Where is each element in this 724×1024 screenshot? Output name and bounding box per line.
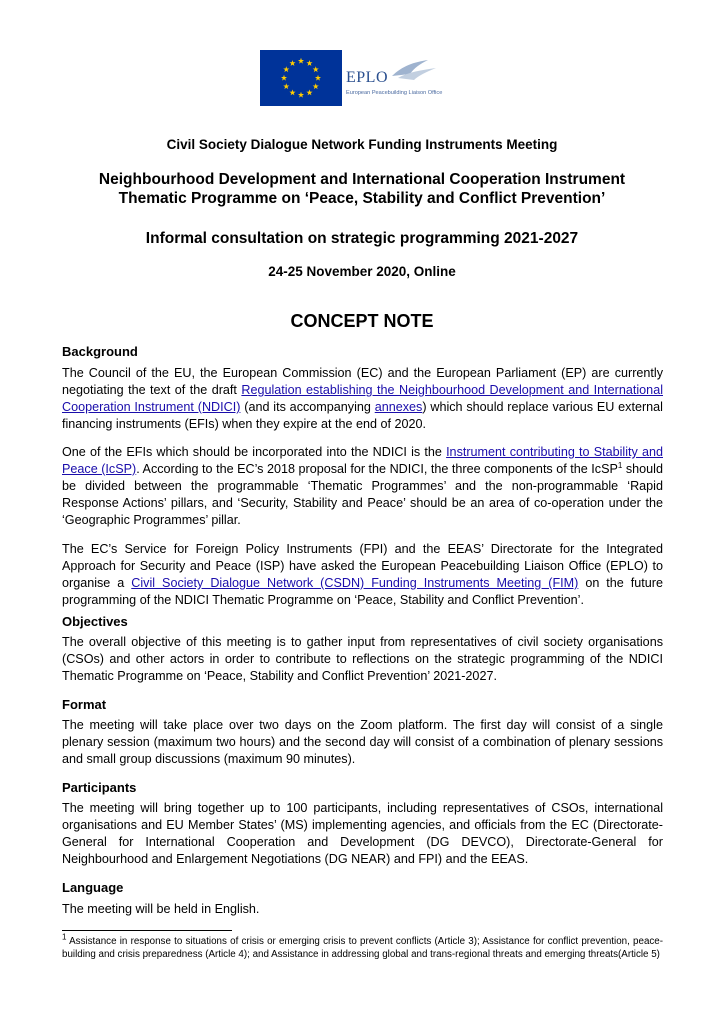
footnote-ref[interactable]: 1 (617, 460, 623, 470)
text-span: should be divided between the programmable ‘Thematic Programmes’ and the non-programmable ‘Rapid Response Actions’ pillars, and ‘Security, Stability and Peace’ should be an area of co-operation under the ‘Geographic Programmes’ pillar. (62, 462, 663, 527)
eplo-wordmark: EPLO (346, 69, 388, 86)
objectives-heading: Objectives (62, 614, 128, 629)
subtitle: Informal consultation on strategic programming 2021-2027 (145, 230, 579, 247)
background-paragraph-1 (62, 365, 663, 433)
annexes-link[interactable]: annexes (374, 400, 423, 414)
title-line-2: Thematic Programme on ‘Peace, Stability and Conflict Prevention’ (118, 190, 606, 207)
participants-heading: Participants (62, 780, 137, 795)
footnote (62, 932, 663, 961)
meeting-date: 24-25 November 2020, Online (268, 264, 456, 279)
icsp-link[interactable]: Instrument contributing to Stability and Peace (IcSP) (62, 445, 663, 476)
language-paragraph: The meeting will be held in English. (62, 902, 260, 916)
meeting-title: Civil Society Dialogue Network Funding Instruments Meeting (166, 137, 558, 152)
page-title (40, 170, 684, 208)
objectives-paragraph: The overall objective of this meeting is to gather input from representatives of civil society organisations (CSOs) and other actors in order to contribute to reflections on the strategic programming of the NDICI Thematic Programme on ‘Peace, Stability and Conflict Prevention’ 2021-2027. (62, 635, 663, 683)
document-type: CONCEPT NOTE (290, 311, 434, 331)
background-paragraph-3 (62, 541, 663, 609)
text-span: The Council of the EU, the European Commission (EC) and the European Parliament (EP) are currently negotiating the text of the draft (62, 366, 663, 397)
text-span: on the future programming of the NDICI Thematic Programme on ‘Peace, Stability and Conflict Prevention’. (62, 576, 663, 607)
eplo-logo (260, 50, 470, 110)
eu-flag-icon (260, 50, 342, 106)
footnote-marker: 1 (62, 932, 67, 942)
participants-paragraph: The meeting will bring together up to 100 participants, including representatives of CSOs, international organisations and EU Member States’ (MS) implementing agencies, and officials from the EC (Directorate-General for International Cooperation and Development (DG DEVCO), Directorate-General for Neighbourhood and Enlargement Negotiations (DG NEAR) and FPI) and the EEAS. (62, 801, 663, 866)
ndici-regulation-link[interactable]: Regulation establishing the Neighbourhood Development and International Cooperation Instrument (NDICI) (62, 383, 663, 414)
format-paragraph: The meeting will take place over two days on the Zoom platform. The first day will consist of a single plenary session (maximum two hours) and the second day will consist of a combination of plenary sessions and small group discussions (maximum 90 minutes). (62, 718, 663, 766)
background-paragraph-2 (62, 444, 663, 529)
background-heading: Background (62, 344, 138, 359)
text-span: . According to the EC’s 2018 proposal for the NDICI, the three components of the IcSP (136, 462, 618, 476)
footnote-divider (62, 930, 232, 931)
footnote-text: Assistance in response to situations of crisis or emerging crisis to prevent conflicts (Article 3); Assistance for conflict prevention, peace-building and crisis preparedness (Article 4); and Assistance in addressing global and trans-regional threats and emerging threats(Article 5) (62, 936, 663, 960)
text-span: ) which should replace various EU external financing instruments (EFIs) when they expire at the end of 2020. (62, 400, 663, 431)
text-span: One of the EFIs which should be incorporated into the NDICI is the (62, 445, 447, 459)
title-line-1: Neighbourhood Development and International Cooperation Instrument (98, 171, 626, 188)
dove-icon (388, 56, 440, 84)
format-heading: Format (62, 697, 107, 712)
text-span: The EC’s Service for Foreign Policy Instruments (FPI) and the EEAS’ Directorate for the Integrated Approach for Security and Peace (ISP) have asked the European Peacebuilding Liaison Office (EPLO) to organise a (62, 542, 663, 590)
language-heading: Language (62, 880, 124, 895)
eplo-subtitle: European Peacebuilding Liaison Office (346, 90, 443, 96)
csdn-fim-link[interactable]: Civil Society Dialogue Network (CSDN) Funding Instruments Meeting (FIM) (131, 576, 579, 590)
text-span: (and its accompanying (240, 400, 375, 414)
